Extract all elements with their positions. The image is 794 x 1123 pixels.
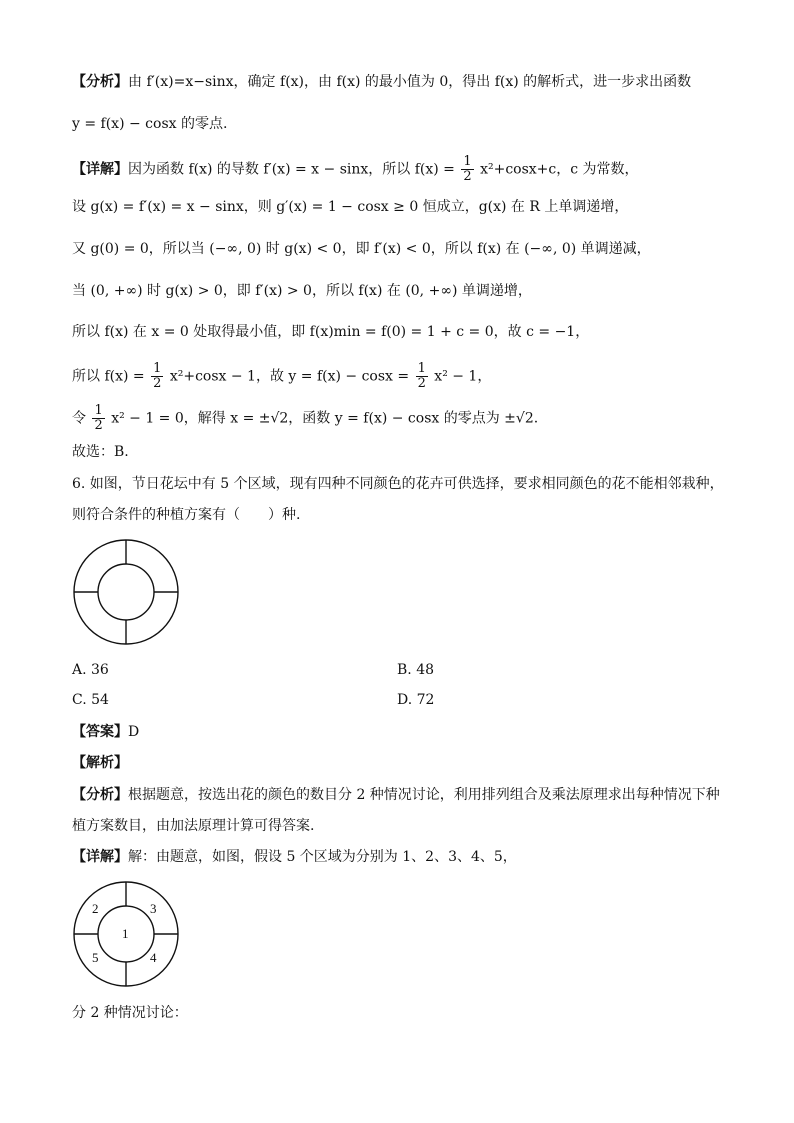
detail-text: x² − 1， [434,368,492,385]
question6-line2: 则符合条件的种植方案有（ ）种. [72,507,301,523]
labeled-flowerbed-figure [72,880,180,988]
detail-text: x²+cosx − 1，故 y = f(x) − cosx = [169,368,410,385]
region-label-2: 2 [92,901,99,916]
cases-line: 分 2 种情况讨论： [72,1005,188,1021]
analysis-prev-line2 [72,114,734,134]
option-b: B. 48 [397,662,435,678]
flowerbed-figure [72,538,180,646]
option-c: C. 54 [72,692,109,708]
analysis-text: 由 f′(x)=x−sinx，确定 f(x)，由 f(x) 的最小值为 0，得出 f(x) 的解析式，进一步求出函数 [128,74,692,90]
option-a: A. 36 [72,662,109,678]
frac-den: 2 [463,169,472,184]
detail-prev-line7 [72,404,734,433]
detail-prev-line2: 设 g(x) = f′(x) = x − sinx，则 g′(x) = 1 − cosx ≥ 0 恒成立，g(x) 在 R 上单调递增， [72,199,629,215]
analysis6-text: 根据题意，按选出花的颜色的数目分 2 种情况讨论，利用排列组合及乘法原理求出每种情况下种 [128,787,720,803]
detail-text: x²+cosx+c，c 为常数， [480,161,639,178]
analysis6-line2: 植方案数目，由加法原理计算可得答案. [72,818,315,834]
fraction-one-half [151,362,163,391]
detail-text: 所以 f(x) = [72,368,145,385]
frac-den: 2 [417,376,426,391]
detail-label: 【详解】 [72,161,128,178]
answer-label: 【答案】 [72,724,128,740]
fraction-one-half [416,362,428,391]
detail-prev-line4: 当 (0, +∞) 时 g(x) > 0，即 f′(x) > 0，所以 f(x) 在 (0, +∞) 单调递增， [72,283,532,299]
analysis6-label: 【分析】 [72,787,128,803]
frac-den: 2 [94,418,103,433]
frac-num: 1 [417,361,426,376]
analysis6-line1 [72,785,734,805]
solution-line [72,753,734,773]
detail-prev-line3: 又 g(0) = 0，所以当 (−∞, 0) 时 g(x) < 0，即 f′(x) < 0，所以 f(x) 在 (−∞, 0) 单调递减， [72,241,651,257]
inner-circle [98,564,154,620]
frac-num: 1 [463,154,472,169]
choose-line: 故选：B. [72,444,129,460]
region-label-5: 5 [92,950,99,965]
option-d: D. 72 [397,692,435,708]
region-label-1: 1 [122,926,129,941]
detail6-text: 解：由题意，如图，假设 5 个区域为分别为 1、2、3、4、5， [128,849,517,865]
analysis-prev-line1 [72,72,734,92]
solution-label: 【解析】 [72,755,128,771]
frac-num: 1 [153,361,162,376]
detail-text: 令 [72,410,86,427]
detail-text: x² − 1 = 0，解得 x = ±√2，函数 y = f(x) − cosx 的零点为 ±√2. [111,410,539,427]
detail-prev-line5: 所以 f(x) 在 x = 0 处取得最小值，即 f(x)min = f(0) = 1 + c = 0，故 c = −1， [72,324,590,340]
region-label-3: 3 [150,901,157,916]
detail6-line [72,847,734,867]
analysis-label: 【分析】 [72,74,128,90]
analysis-text-2: y = f(x) − cosx 的零点. [72,116,228,132]
detail-prev-line1 [72,155,734,184]
region-label-4: 4 [150,950,157,965]
frac-den: 2 [153,376,162,391]
answer-value: D [128,724,140,740]
question6-line1: 6. 如图，节日花坛中有 5 个区域，现有四种不同颜色的花卉可供选择，要求相同颜色的花不能相邻栽种， [72,476,724,492]
fraction-one-half [461,155,473,184]
fraction-one-half [92,404,104,433]
detail-prev-line6 [72,362,734,391]
detail-text: 因为函数 f(x) 的导数 f′(x) = x − sinx，所以 f(x) = [128,161,455,178]
detail6-label: 【详解】 [72,849,128,865]
answer-line [72,722,734,742]
frac-num: 1 [94,403,103,418]
